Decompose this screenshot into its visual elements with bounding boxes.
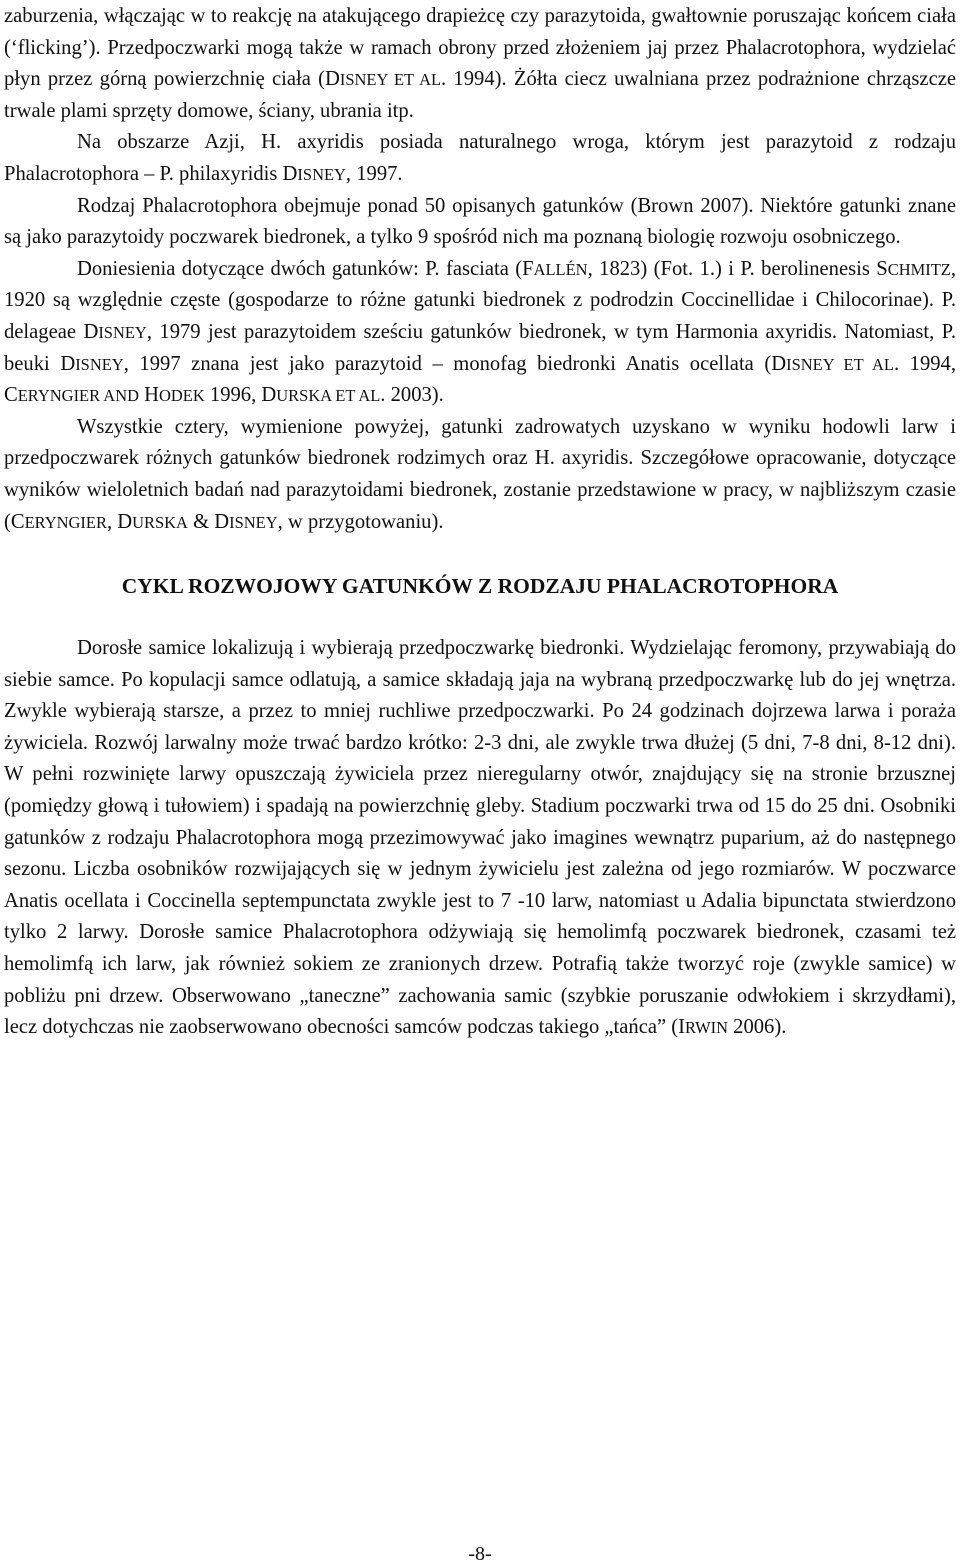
text-span: H (138, 384, 160, 407)
paragraph (4, 191, 956, 254)
text-span: Na obszarze Azji, H. axyridis posiada naturalnego wroga, którym jest parazytoid z rodzaju Phalacrotophora – P. philaxyridis D (4, 131, 956, 185)
text-span: D (324, 68, 340, 91)
text-span: . 2003). (380, 384, 444, 407)
text-span: Dorosłe samice lokalizują i wybierają przedpoczwarkę biedronki. Wydzielając feromony, przywabiają do siebie samce. Po kopulacji samce odlatują, a samice składają jaja na wybraną przedpoczwarkę lub do jej wnętrza. Zwykle wybierają starsze, a przez to mniej ruchliwe przedpoczwarki. Po 24 godzinach dojrzewa larwa i poraża żywiciela. Rozwój larwalny może trwać bardzo krótko: 2-3 dni, ale zwykle trwa dłużej (5 dni, 7-8 dni, 8-12 dni). W pełni rozwinięte larwy opuszczają żywiciela przez nieregularny otwór, znajdujący się na stronie brzusznej (pomiędzy głową i tułowiem) i spadają na powierzchnię gleby. Stadium poczwarki trwa od 15 do 25 dni. Osobniki gatunków z rodzaju Phalacrotophora mogą przezimowywać jako imagines wewnątrz puparium, aż do następnego sezonu. Liczba osobników rozwijających się w jednym żywicielu jest zależna od jego rozmiarów. W poczwarce Anatis ocellata i Coccinella septempunctata zwykle jest to 7 -10 larw, natomiast u Adalia bipunctata stwierdzono tylko 2 larwy. Dorosłe samice Phalacrotophora odżywiają się hemolimfą poczwarek biedronek, czasami też hemolimfą ich larw, jak również sokiem ze zranionych drzew. Potrafią także tworzyć roje (zwykle samice) w pobliżu pni drzew. Obserwowano „taneczne” zachowania samic (szybkie poruszanie odwłokiem i skrzydłami), lecz dotychczas nie zaobserwowano obecności samców podczas takiego „tańca” (I (4, 637, 956, 1039)
paragraph (4, 127, 956, 190)
text-span: & D (187, 510, 230, 533)
body-text-top (4, 1, 956, 538)
paragraph (4, 1, 956, 127)
document-page (4, 0, 956, 1044)
small-caps-text: RWIN (685, 1018, 728, 1038)
text-span: , w przygotowaniu). (277, 510, 444, 533)
section-title: CYKL ROZWOJOWY GATUNKÓW Z RODZAJU PHALACROTOPHORA (121, 574, 839, 599)
paragraph (4, 254, 956, 412)
text-span: 2006). (728, 1016, 787, 1039)
text-span: Wszystkie cztery, wymienione powyżej, gatunki zadrowatych uzyskano w wyniku hodowli larw i przedpoczwarek różnych gatunków biedronek rodzimych oraz H. axyridis. Szczegółowe opracowanie, dotyczące wyników wieloletnich badań nad parazytoidami biedronek, zostanie przedstawione w pracy, w najbliższym czasie (C (4, 415, 956, 533)
text-span: , 1823) (Fot. 1.) i P. berolinenesis S (587, 257, 888, 280)
small-caps-text: ISNEY ET AL (786, 354, 894, 374)
text-span: , 1979 jest parazytoidem sześciu gatunków biedronek, w tym Harmonia axyridis. Natomiast, P. beuki D (4, 320, 957, 375)
small-caps-text: ERYNGIER AND (17, 386, 139, 406)
text-span: , D (106, 510, 133, 533)
small-caps-text: ISNEY ET AL (339, 70, 442, 90)
small-caps-text: CHMITZ (887, 259, 951, 279)
text-span: , 1920 są względnie częste (gospodarze to różne gatunki biedronek z podrodzin Coccinellidae i Chilocorinae). P. delageae D (4, 257, 956, 343)
small-caps-text: ISNEY (75, 354, 124, 374)
paragraph (4, 412, 956, 538)
text-span: Rodzaj Phalacrotophora obejmuje ponad 50 opisanych gatunków (Brown 2007). Niektóre gatunki znane są jako parazytoidy poczwarek biedronek, a tylko 9 spośród nich ma poznaną biologię rozwoju osobniczego. (4, 194, 956, 249)
small-caps-text: ISNEY (229, 512, 278, 532)
text-span: . 1994, C (4, 352, 956, 407)
small-caps-text: ISNEY (297, 164, 346, 184)
body-text-bottom (4, 633, 956, 1044)
text-span: , 1997. (345, 162, 403, 185)
text-span: zaburzenia, włączając w to reakcję na atakującego drapieżcę czy parazytoida, gwałtownie poruszając końcem ciała (‘flicking’). Przedpoczwarki mogą także w ramach obrony przed złożeniem jaj przez Phalacrotophora, wydzielać płyn przez górną powierzchnię ciała ( (4, 5, 956, 91)
text-span: . 1994). Żółta ciecz uwalniana przez podrażnione chrząszcze trwale plami sprzęty domowe, ściany, ubrania itp. (4, 68, 956, 122)
small-caps-text: ODEK (159, 386, 205, 406)
small-caps-text: URSKA ET AL (276, 386, 381, 406)
text-span: Doniesienia dotyczące dwóch gatunków: P. fasciata (F (77, 257, 534, 280)
small-caps-text: URSKA (132, 512, 188, 532)
text-span: , 1997 znana jest jako parazytoid – monofag biedronki Anatis ocellata (D (123, 352, 787, 375)
text-span: 1996, D (204, 384, 277, 407)
small-caps-text: ERYNGIER (24, 512, 107, 532)
page-number: -8- (468, 1543, 492, 1565)
paragraph (4, 633, 956, 1044)
small-caps-text: ISNEY (98, 322, 147, 342)
small-caps-text: ALLÉN (533, 259, 588, 279)
